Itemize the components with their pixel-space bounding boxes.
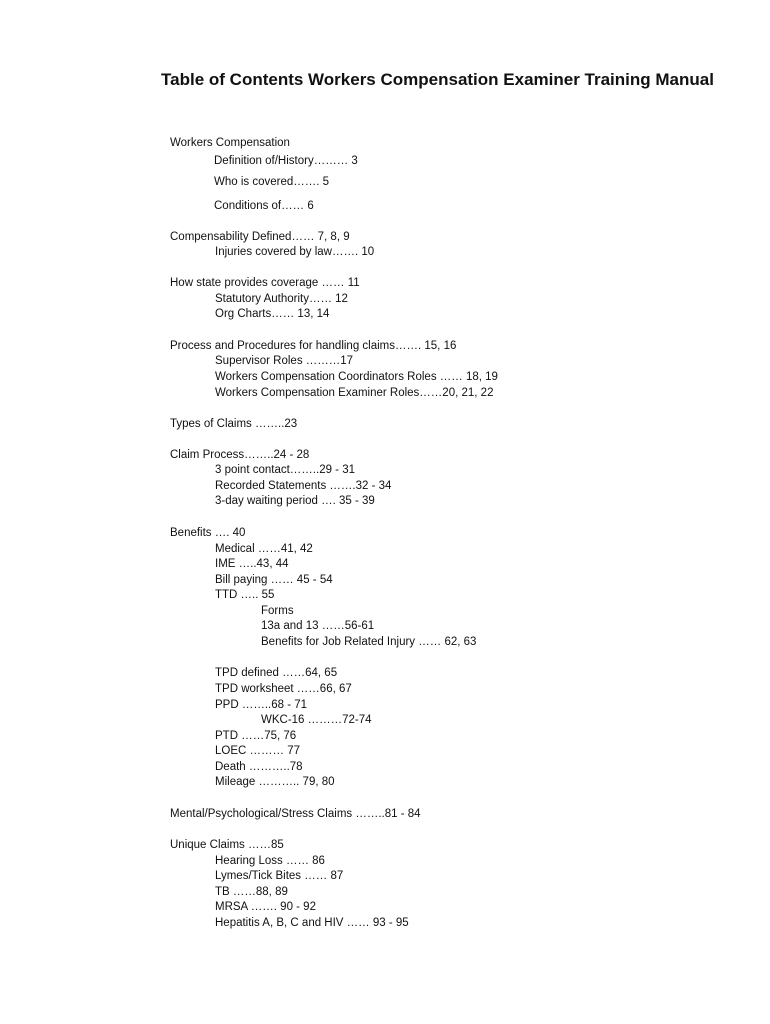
toc-entry: Medical ……41, 42	[215, 543, 313, 555]
toc-entry: PPD ……..68 - 71	[215, 699, 308, 711]
toc-section-heading: Types of Claims ……..23	[170, 418, 298, 430]
toc-subentry: Forms	[261, 605, 294, 617]
toc-entry: Supervisor Roles ………17	[215, 355, 354, 367]
toc-section-heading: How state provides coverage …… 11	[170, 277, 360, 289]
toc-entry: Mileage ……….. 79, 80	[215, 776, 335, 788]
toc-entry: Hepatitis A, B, C and HIV …… 93 - 95	[215, 917, 409, 929]
toc-section-heading: Mental/Psychological/Stress Claims ……..81 - 84	[170, 808, 421, 820]
document-title: Table of Contents Workers Compensation Examiner Training Manual	[161, 70, 714, 89]
toc-entry: TB ……88, 89	[215, 886, 288, 898]
toc-entry: Lymes/Tick Bites …… 87	[215, 870, 344, 882]
toc-entry: LOEC ……… 77	[215, 745, 300, 757]
toc-entry: TPD worksheet ……66, 67	[215, 683, 352, 695]
toc-entry: PTD ……75, 76	[215, 730, 297, 742]
toc-subentry: 13a and 13 ……56-61	[261, 620, 375, 632]
toc-entry: Hearing Loss …… 86	[215, 855, 325, 867]
toc-entry: Recorded Statements …….32 - 34	[215, 480, 392, 492]
toc-subentry: Benefits for Job Related Injury …… 62, 63	[261, 636, 477, 648]
toc-entry: TPD defined ……64, 65	[215, 667, 338, 679]
toc-entry: Who is covered……. 5	[214, 176, 330, 188]
toc-entry: Workers Compensation Examiner Roles……20, 21, 22	[215, 387, 494, 399]
toc-entry: Definition of/History……… 3	[214, 155, 358, 167]
toc-section-heading: Workers Compensation	[170, 137, 290, 149]
toc-entry: MRSA ……. 90 - 92	[215, 901, 316, 913]
toc-entry: Org Charts…… 13, 14	[215, 308, 330, 320]
toc-entry: Injuries covered by law……. 10	[215, 246, 375, 258]
toc-entry: Statutory Authority…… 12	[215, 293, 348, 305]
toc-section-heading: Process and Procedures for handling claims……. 15, 16	[170, 340, 457, 352]
toc-section-heading: Claim Process……..24 - 28	[170, 449, 310, 461]
toc-entry: 3 point contact……..29 - 31	[215, 464, 355, 476]
toc-entry: Death ………..78	[215, 761, 303, 773]
toc-entry: 3-day waiting period …. 35 - 39	[215, 495, 375, 507]
toc-entry: IME …..43, 44	[215, 558, 289, 570]
toc-entry: Conditions of…… 6	[214, 200, 314, 212]
toc-entry: Workers Compensation Coordinators Roles …… 18, 19	[215, 371, 498, 383]
toc-entry: Bill paying …… 45 - 54	[215, 574, 333, 586]
toc-entry: TTD ….. 55	[215, 589, 275, 601]
toc-section-heading: Compensability Defined…… 7, 8, 9	[170, 231, 350, 243]
toc-section-heading: Benefits …. 40	[170, 527, 246, 539]
toc-section-heading: Unique Claims ……85	[170, 839, 284, 851]
toc-subentry: WKC-16 ………72-74	[261, 714, 372, 726]
